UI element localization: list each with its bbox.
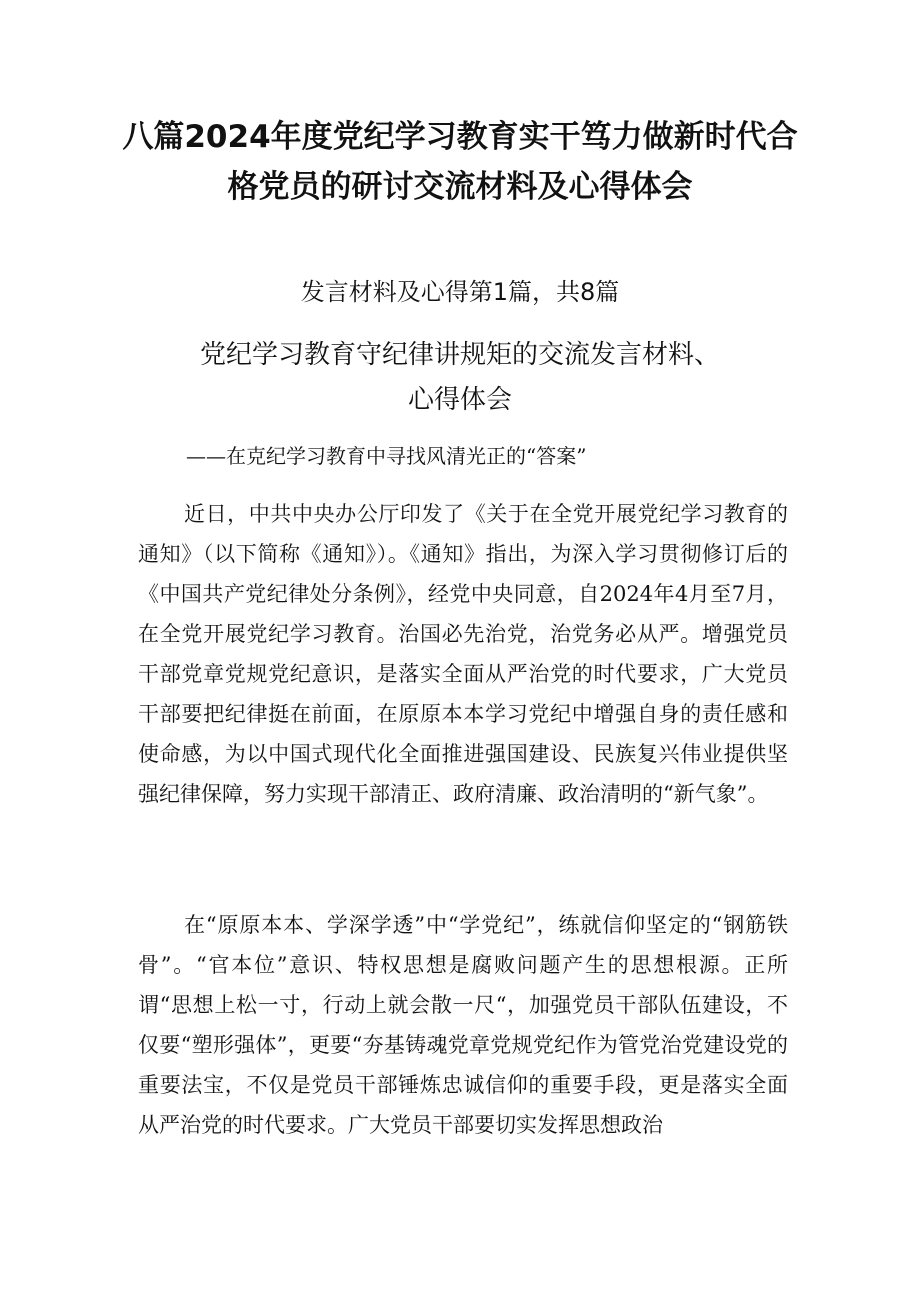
body-paragraph-1: 近日，中共中央办公厅印发了《关于在全党开展党纪学习教育的通知》（以下简称《通知》）。《通知》指出，为深入学习贯彻修订后的《中国共产党纪律处分条例》，经党中央同意，自2024年4月至7月，在全党开展党纪学习教育。治国必先治党，治党务必从严。增强党员干部党章党规党纪意识，是落实全面从严治党的时代要求，广大党员干部要把纪律挺在前面，在原原本本学习党纪中增强自身的责任感和使命感，为以中国式现代化全面推进强国建设、民族复兴伟业提供坚强纪律保障，努力实现干部清正、政府清廉、政治清明的“新气象”。 <box>138 502 788 806</box>
article-subtitle: ——在克纪学习教育中寻找风清光正的“答案” <box>186 444 587 468</box>
document-title-line-2: 格党员的研讨交流材料及心得体会 <box>227 169 693 205</box>
body-paragraph-2: 在“原原本本、学深学透”中“学党纪”，练就信仰坚定的“钢筋铁骨”。“官本位”意识、特权思想是腐败问题产生的思想根源。正所谓“思想上松一寸，行动上就会散一尺“，加强党员干部队伍建设，不仅要“塑形强体”，更要“夯基铸魂党章党规党纪作为管党治党建设党的重要法宝，不仅是党员干部锤炼忠诚信仰的重要手段，更是落实全面从严治党的时代要求。广大党员干部要切实发挥思想政治 <box>138 913 788 1137</box>
section-label: 发言材料及心得第1篇，共8篇 <box>300 278 620 306</box>
document-title-line-1: 八篇2024年度党纪学习教育实干笃力做新时代合 <box>122 119 798 155</box>
article-title-line-2: 心得体会 <box>407 385 512 415</box>
article-title-line-1: 党纪学习教育守纪律讲规矩的交流发言材料、 <box>199 340 720 370</box>
